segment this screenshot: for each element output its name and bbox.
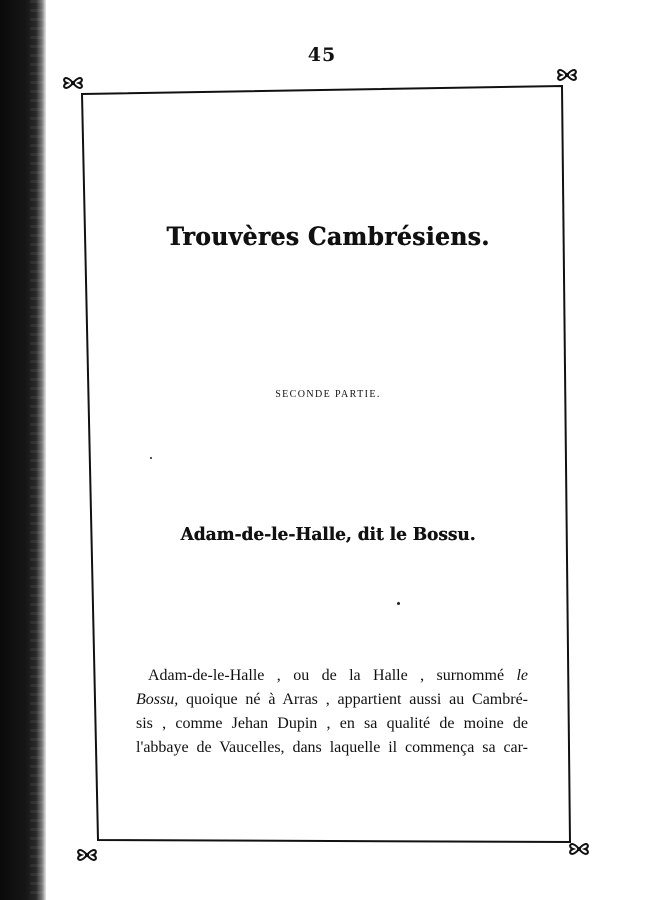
body-line-2: Bossu, quoique né à Arras , appartient aussi au Cambré-	[136, 691, 528, 708]
corner-ornament-top-right-icon	[554, 62, 580, 88]
part-subtitle: SECONDE PARTIE.	[275, 389, 381, 400]
corner-ornament-bottom-left-icon	[74, 842, 100, 868]
page-number: 45	[307, 44, 337, 66]
ink-speck	[397, 602, 400, 605]
section-heading-name: Adam-de-le-Halle,	[180, 524, 352, 545]
corner-ornament-bottom-right-icon	[566, 836, 592, 862]
ink-speck	[150, 457, 152, 459]
scan-edge-texture	[30, 0, 46, 900]
body-line-3: sis , comme Jehan Dupin , en sa qualité de moine de	[136, 715, 528, 732]
body-line-4: l'abbaye de Vaucelles, dans laquelle il commença sa car-	[136, 739, 528, 756]
section-heading	[132, 524, 523, 545]
chapter-title: Trouvères Cambrésiens.	[166, 222, 490, 251]
body-paragraph	[136, 664, 528, 760]
section-heading-epithet: dit le Bossu.	[351, 524, 476, 545]
body-line-1: Adam-de-le-Halle , ou de la Halle , surnommé le	[148, 667, 528, 684]
corner-ornament-top-left-icon	[60, 70, 86, 96]
